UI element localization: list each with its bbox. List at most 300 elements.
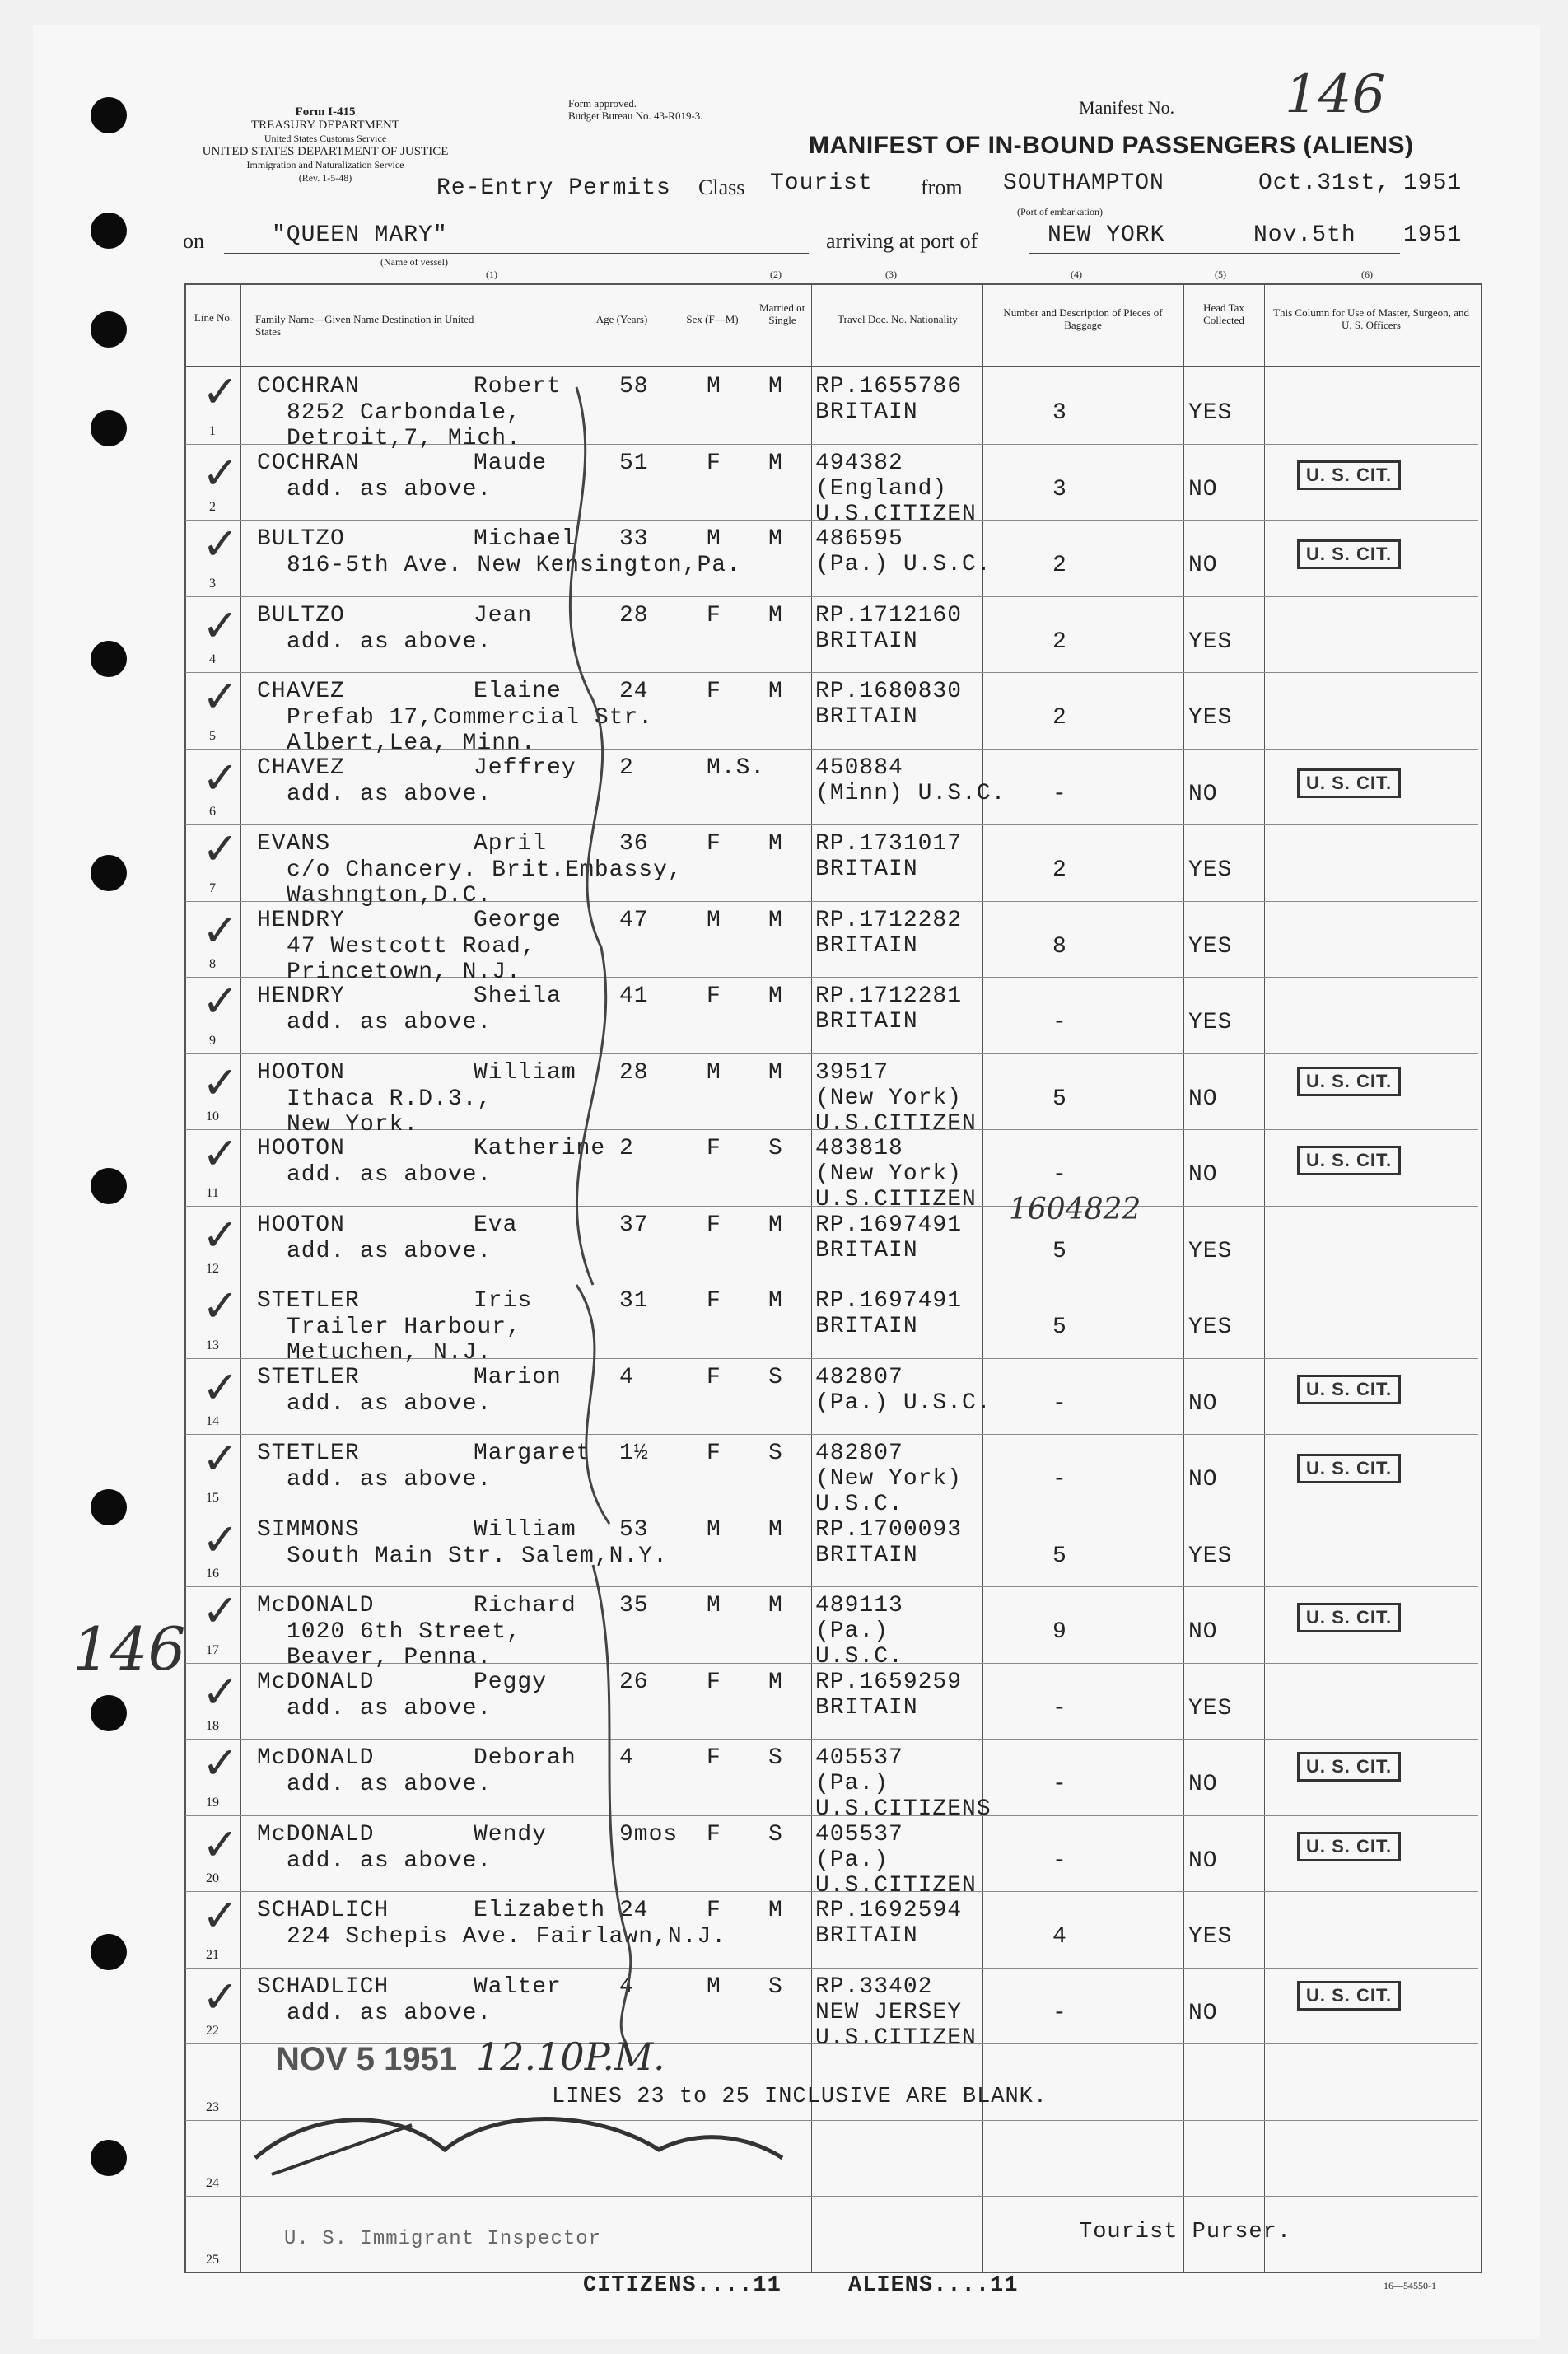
passenger-travel-doc: 489113	[815, 1593, 903, 1618]
us-citizen-stamp: U. S. CIT.	[1297, 1146, 1401, 1175]
passenger-sex: F	[707, 1441, 721, 1466]
line-number: 22	[206, 2024, 219, 2038]
check-mark-icon: ✓	[202, 975, 240, 1027]
passenger-age: 1½	[619, 1441, 649, 1466]
col-header-name: Family Name—Given Name Destination in United States	[255, 313, 474, 338]
line-number: 15	[206, 1490, 219, 1505]
customs-service: United States Customs Service	[264, 133, 387, 144]
passenger-age: 33	[619, 526, 649, 552]
budget-bureau: Budget Bureau No. 43-R019-3.	[568, 110, 703, 122]
passenger-given-name: Sheila	[474, 983, 562, 1009]
passenger-baggage: 2	[1052, 553, 1067, 578]
line-number: 13	[206, 1338, 219, 1352]
passenger-sex: F	[707, 1745, 721, 1771]
passenger-head-tax: NO	[1188, 1162, 1218, 1188]
passenger-address-line: add. as above.	[287, 1162, 492, 1188]
aliens-count: ALIENS....11	[848, 2273, 1019, 2298]
col-header-line: Line No.	[194, 311, 233, 324]
check-mark-icon: ✓	[202, 1818, 240, 1871]
passenger-travel-doc: 483818	[815, 1136, 903, 1161]
passenger-given-name: Richard	[474, 1593, 576, 1618]
passenger-baggage: 3	[1052, 400, 1067, 426]
passenger-travel-doc: U.S.CITIZEN	[815, 501, 977, 527]
passenger-travel-doc: RP.1680830	[815, 679, 963, 704]
passenger-baggage: 2	[1052, 628, 1067, 655]
check-mark-icon: ✓	[202, 599, 240, 652]
check-mark-icon: ✓	[202, 1513, 240, 1566]
passenger-sex: M	[707, 907, 721, 933]
check-mark-icon: ✓	[202, 366, 240, 418]
passenger-family-name: CHAVEZ	[257, 754, 345, 781]
passenger-family-name: STETLER	[257, 1288, 360, 1314]
passenger-age: 31	[619, 1288, 649, 1314]
from-sub: (Port of embarkation)	[1017, 206, 1103, 217]
passenger-travel-doc: U.S.CITIZEN	[815, 1872, 977, 1899]
passenger-address-line: Albert,Lea, Minn.	[287, 731, 536, 756]
passenger-head-tax: NO	[1188, 476, 1218, 502]
passenger-age: 36	[619, 831, 649, 857]
passenger-sex: M	[707, 526, 721, 552]
passenger-family-name: SCHADLICH	[257, 1973, 390, 2000]
passenger-marital-status: S	[768, 1745, 783, 1771]
passenger-sex: F	[707, 679, 721, 704]
passenger-travel-doc: (Pa.) U.S.C.	[815, 552, 992, 577]
margin-number: 146	[72, 1614, 186, 1684]
arrival-date: Nov.5th	[1253, 222, 1356, 248]
check-mark-icon: ✓	[202, 1280, 240, 1332]
us-citizen-stamp: U. S. CIT.	[1297, 1454, 1401, 1483]
col-header-travel: Travel Doc. No. Nationality	[838, 313, 958, 325]
passenger-travel-doc: (England)	[815, 475, 948, 502]
arriving-label: arriving at port of	[826, 229, 978, 253]
passenger-marital-status: M	[768, 450, 783, 476]
line-number: 5	[209, 728, 216, 743]
line-number: 9	[209, 1033, 216, 1048]
passenger-head-tax: YES	[1188, 933, 1233, 960]
passenger-family-name: STETLER	[257, 1364, 360, 1390]
line-number: 1	[209, 423, 216, 438]
line-number: 12	[206, 1262, 219, 1276]
passenger-address-line: South Main Str. Salem,N.Y.	[287, 1543, 668, 1569]
passenger-baggage: -	[1052, 1467, 1067, 1492]
colnum-1: (1)	[486, 269, 497, 280]
passenger-sex: M	[707, 374, 721, 399]
justice-dept: UNITED STATES DEPARTMENT OF JUSTICE	[202, 145, 449, 158]
passenger-head-tax: YES	[1188, 705, 1233, 731]
passenger-travel-doc: (Pa.)	[815, 1771, 889, 1796]
class-value: Tourist	[770, 170, 873, 196]
passenger-family-name: BULTZO	[257, 526, 345, 552]
passenger-travel-doc: (Minn) U.S.C.	[815, 780, 1006, 806]
check-mark-icon: ✓	[202, 751, 240, 804]
footer-code: 16—54550-1	[1384, 2280, 1436, 2291]
passenger-address-line: add. as above.	[287, 2000, 492, 2026]
passenger-travel-doc: 39517	[815, 1059, 889, 1086]
purser-label: Tourist Purser.	[1079, 2220, 1292, 2244]
passenger-travel-doc: U.S.CITIZEN	[815, 2025, 977, 2051]
passenger-travel-doc: BRITAIN	[815, 932, 918, 959]
col-header-married: Married or Single	[759, 301, 805, 326]
arrival-year: 1951	[1403, 222, 1463, 248]
passenger-address-line: add. as above.	[287, 1467, 492, 1492]
check-mark-icon: ✓	[202, 1361, 240, 1413]
passenger-given-name: Jeffrey	[474, 754, 576, 781]
passenger-age: 4	[619, 1364, 634, 1390]
passenger-travel-doc: BRITAIN	[815, 1542, 918, 1568]
passenger-given-name: April	[474, 831, 548, 857]
passenger-address-line: 1020 6th Street,	[287, 1619, 521, 1645]
passenger-head-tax: YES	[1188, 628, 1233, 655]
passenger-travel-doc: BRITAIN	[815, 1694, 918, 1721]
us-citizen-stamp: U. S. CIT.	[1297, 539, 1401, 569]
passenger-baggage: -	[1052, 1390, 1067, 1417]
line-number: 23	[206, 2099, 219, 2114]
colnum-2: (2)	[770, 269, 782, 280]
passenger-given-name: George	[474, 907, 562, 933]
passenger-given-name: Deborah	[474, 1745, 576, 1771]
passenger-address-line: add. as above.	[287, 781, 492, 807]
passenger-marital-status: M	[768, 1288, 783, 1314]
arrival-port: NEW YORK	[1048, 222, 1165, 248]
form-number: Form I-415	[295, 105, 356, 119]
check-mark-icon: ✓	[202, 904, 240, 956]
passenger-head-tax: YES	[1188, 1010, 1233, 1035]
passenger-travel-doc: BRITAIN	[815, 704, 918, 730]
passenger-address-line: add. as above.	[287, 1010, 492, 1035]
passenger-given-name: Elaine	[474, 679, 562, 704]
passenger-marital-status: M	[768, 1059, 783, 1086]
passenger-marital-status: M	[768, 602, 783, 628]
passenger-sex: F	[707, 1821, 721, 1847]
passenger-sex: F	[707, 1136, 721, 1161]
passenger-given-name: Katherine	[474, 1136, 606, 1161]
passenger-marital-status: M	[768, 907, 783, 933]
check-mark-icon: ✓	[202, 670, 240, 722]
passenger-age: 58	[619, 374, 649, 399]
line-number: 25	[206, 2252, 219, 2267]
ins-service: Immigration and Naturalization Service	[246, 159, 404, 170]
passenger-given-name: Marion	[474, 1364, 562, 1390]
passenger-travel-doc: BRITAIN	[815, 628, 918, 654]
passenger-baggage: 5	[1052, 1238, 1067, 1264]
passenger-travel-doc: U.S.C.	[815, 1644, 903, 1670]
check-mark-icon: ✓	[202, 1665, 240, 1718]
passenger-given-name: William	[474, 1059, 576, 1086]
passenger-family-name: SIMMONS	[257, 1516, 360, 1543]
passenger-travel-doc: (New York)	[815, 1466, 963, 1492]
passenger-family-name: HENDRY	[257, 983, 345, 1009]
manifest-no-value: 146	[1285, 64, 1386, 125]
check-mark-icon: ✓	[202, 1970, 240, 2023]
passenger-baggage: -	[1052, 1772, 1067, 1797]
passenger-sex: F	[707, 1364, 721, 1390]
passenger-given-name: Walter	[474, 1973, 562, 2000]
passenger-head-tax: NO	[1188, 781, 1218, 807]
passenger-address-line: New York.	[287, 1111, 419, 1137]
passenger-age: 24	[619, 1898, 649, 1923]
passenger-travel-doc: 482807	[815, 1441, 903, 1466]
passenger-travel-doc: 405537	[815, 1821, 903, 1847]
passenger-baggage: -	[1052, 781, 1067, 807]
passenger-baggage: 9	[1052, 1619, 1067, 1645]
manifest-no-label: Manifest No.	[1079, 97, 1175, 118]
passenger-marital-status: M	[768, 1669, 783, 1695]
passenger-head-tax: NO	[1188, 1619, 1218, 1645]
check-mark-icon: ✓	[202, 1585, 240, 1637]
passenger-travel-doc: RP.1712160	[815, 602, 963, 628]
us-citizen-stamp: U. S. CIT.	[1297, 1375, 1401, 1404]
passenger-age: 47	[619, 907, 649, 933]
passenger-address-line: Beaver, Penna.	[287, 1645, 492, 1670]
check-mark-icon: ✓	[202, 1737, 240, 1789]
line-number: 14	[206, 1414, 219, 1428]
line-number: 11	[206, 1185, 219, 1200]
passenger-marital-status: M	[768, 831, 783, 857]
passenger-given-name: Michael	[474, 526, 576, 552]
passenger-travel-doc: RP.1655786	[815, 374, 963, 399]
passenger-address-line: Washngton,D.C.	[287, 883, 492, 908]
line-number: 18	[206, 1719, 219, 1733]
us-citizen-stamp: U. S. CIT.	[1297, 1832, 1401, 1861]
passenger-age: 35	[619, 1593, 649, 1618]
passenger-age: 28	[619, 1059, 649, 1086]
col-header-baggage: Number and Description of Pieces of Baggage	[1003, 306, 1163, 331]
passenger-marital-status: M	[768, 374, 783, 399]
passenger-address-line: Metuchen, N.J.	[287, 1340, 492, 1366]
passenger-travel-doc: RP.1659259	[815, 1669, 963, 1695]
col-header-officers: This Column for Use of Master, Surgeon, and U. S. Officers	[1273, 306, 1469, 331]
passenger-address-line: add. as above.	[287, 1847, 492, 1874]
passenger-travel-doc: RP.1712282	[815, 907, 963, 933]
passenger-given-name: Iris	[474, 1288, 533, 1314]
passenger-address-line: add. as above.	[287, 1772, 492, 1797]
passenger-age: 2	[619, 754, 634, 781]
colnum-4: (4)	[1071, 269, 1082, 280]
passenger-marital-status: S	[768, 1136, 783, 1161]
passenger-travel-doc: 405537	[815, 1745, 903, 1771]
line-number: 16	[206, 1567, 219, 1581]
passenger-head-tax: YES	[1188, 1924, 1233, 1950]
check-mark-icon: ✓	[202, 1432, 240, 1484]
passenger-address-line: Detroit,7, Mich.	[287, 426, 521, 451]
passenger-given-name: Margaret	[474, 1441, 591, 1466]
passenger-travel-doc: (New York)	[815, 1085, 963, 1111]
passenger-travel-doc: BRITAIN	[815, 1237, 918, 1263]
passenger-travel-doc: U.S.C.	[815, 1492, 903, 1517]
passenger-family-name: HOOTON	[257, 1136, 345, 1161]
line-number: 24	[206, 2176, 219, 2190]
passenger-travel-doc: BRITAIN	[815, 1009, 918, 1035]
colnum-3: (3)	[885, 269, 897, 280]
passenger-address-line: Trailer Harbour,	[287, 1315, 521, 1340]
passenger-age: 4	[619, 1973, 634, 2000]
passenger-sex: F	[707, 1898, 721, 1923]
passenger-marital-status: M	[768, 526, 783, 552]
passenger-marital-status: S	[768, 1973, 783, 2000]
passenger-baggage: -	[1052, 1695, 1067, 1721]
date-stamp: NOV 5 1951	[276, 2041, 458, 2077]
passenger-travel-doc: (Pa.) U.S.C.	[815, 1390, 992, 1416]
blank-lines-note: LINES 23 to 25 INCLUSIVE ARE BLANK.	[552, 2085, 1048, 2109]
passenger-travel-doc: (New York)	[815, 1161, 963, 1187]
passenger-family-name: STETLER	[257, 1441, 360, 1466]
depart-date: Oct.31st,	[1258, 170, 1391, 196]
passenger-address-line: 816-5th Ave. New Kensington,Pa.	[287, 553, 741, 578]
passenger-head-tax: YES	[1188, 1315, 1233, 1340]
passenger-family-name: McDONALD	[257, 1669, 375, 1695]
line-number: 20	[206, 1871, 219, 1885]
passenger-address-line: Ithaca R.D.3.,	[287, 1086, 492, 1112]
passenger-sex: F	[707, 602, 721, 628]
passenger-baggage: 5	[1052, 1543, 1067, 1569]
passenger-family-name: EVANS	[257, 831, 331, 857]
passenger-travel-doc: (Pa.)	[815, 1847, 889, 1873]
citizens-count: CITIZENS....11	[583, 2273, 782, 2298]
passenger-travel-doc: NEW JERSEY	[815, 1999, 963, 2025]
line-number: 10	[206, 1109, 219, 1123]
passenger-sex: M	[707, 1593, 721, 1618]
passenger-age: 37	[619, 1212, 649, 1238]
passenger-head-tax: YES	[1188, 1695, 1233, 1721]
passenger-sex: M	[707, 1059, 721, 1086]
permits-label: Re-Entry Permits	[436, 175, 671, 201]
passenger-age: 28	[619, 602, 649, 628]
passenger-given-name: Robert	[474, 374, 562, 399]
line-number: 7	[209, 880, 216, 895]
passenger-given-name: William	[474, 1516, 576, 1543]
passenger-baggage: -	[1052, 1010, 1067, 1035]
passenger-sex: F	[707, 831, 721, 857]
passenger-marital-status: M	[768, 1898, 783, 1923]
passenger-baggage: 2	[1052, 705, 1067, 731]
passenger-address-line: 47 Westcott Road,	[287, 933, 536, 960]
us-citizen-stamp: U. S. CIT.	[1297, 460, 1401, 490]
passenger-head-tax: NO	[1188, 1847, 1218, 1874]
time-note: 12.10P.M.	[476, 2034, 665, 2079]
passenger-address-line: 8252 Carbondale,	[287, 400, 521, 426]
check-mark-icon: ✓	[202, 518, 240, 570]
passenger-address-line: add. as above.	[287, 1390, 492, 1417]
line-number: 6	[209, 805, 216, 819]
passenger-travel-doc: BRITAIN	[815, 1923, 918, 1949]
line-number: 17	[206, 1642, 219, 1657]
passenger-address-line: add. as above.	[287, 1695, 492, 1721]
passenger-family-name: McDONALD	[257, 1745, 375, 1771]
line-number: 19	[206, 1795, 219, 1810]
passenger-age: 24	[619, 679, 649, 704]
passenger-baggage: -	[1052, 1847, 1067, 1874]
from-value: SOUTHAMPTON	[1003, 170, 1164, 196]
form-revision: (Rev. 1-5-48)	[298, 172, 352, 184]
check-mark-icon: ✓	[202, 1056, 240, 1109]
passenger-head-tax: NO	[1188, 1390, 1218, 1417]
passenger-head-tax: YES	[1188, 857, 1233, 883]
line-number: 2	[209, 500, 216, 514]
passenger-head-tax: NO	[1188, 2000, 1218, 2026]
passenger-travel-doc: U.S.CITIZENS	[815, 1796, 992, 1822]
passenger-baggage: 4	[1052, 1924, 1067, 1950]
passenger-travel-doc: U.S.CITIZEN	[815, 1110, 977, 1137]
passenger-address-line: Prefab 17,Commercial Str.	[287, 705, 654, 731]
col-header-sex: Sex (F—M)	[686, 313, 739, 325]
passenger-marital-status: S	[768, 1441, 783, 1466]
passenger-family-name: McDONALD	[257, 1821, 375, 1847]
passenger-travel-doc: 494382	[815, 450, 903, 476]
passenger-age: 9mos	[619, 1821, 679, 1847]
passenger-baggage: 3	[1052, 476, 1067, 502]
passenger-baggage: -	[1052, 1162, 1067, 1188]
check-mark-icon: ✓	[202, 446, 240, 499]
us-citizen-stamp: U. S. CIT.	[1297, 1752, 1401, 1782]
passenger-address-line: add. as above.	[287, 1238, 492, 1264]
passenger-travel-doc: RP.33402	[815, 1973, 933, 2000]
passenger-sex: M	[707, 1516, 721, 1543]
passenger-age: 51	[619, 450, 649, 476]
passenger-address-line: Princetown, N.J.	[287, 959, 521, 985]
line-number: 3	[209, 576, 216, 591]
passenger-family-name: SCHADLICH	[257, 1898, 390, 1923]
passenger-family-name: CHAVEZ	[257, 679, 345, 704]
line-number: 21	[206, 1947, 219, 1962]
passenger-travel-doc: RP.1712281	[815, 983, 963, 1009]
passenger-given-name: Jean	[474, 602, 533, 628]
passenger-head-tax: YES	[1188, 1543, 1233, 1569]
passenger-sex: M	[707, 1973, 721, 2000]
check-mark-icon: ✓	[202, 1208, 240, 1261]
class-label: Class	[698, 175, 745, 199]
treasury-dept: TREASURY DEPARTMENT	[250, 119, 400, 132]
passenger-family-name: McDONALD	[257, 1593, 375, 1618]
passenger-marital-status: S	[768, 1364, 783, 1390]
eva-correction: 1604822	[1009, 1193, 1141, 1226]
passenger-baggage: 2	[1052, 857, 1067, 883]
passenger-baggage: 5	[1052, 1086, 1067, 1112]
us-citizen-stamp: U. S. CIT.	[1297, 1603, 1401, 1632]
vessel-sub: (Name of vessel)	[380, 256, 448, 268]
passenger-family-name: HOOTON	[257, 1212, 345, 1238]
passenger-sex: F	[707, 1669, 721, 1695]
passenger-family-name: COCHRAN	[257, 450, 360, 476]
line-number: 4	[209, 652, 216, 666]
passenger-baggage: 5	[1052, 1315, 1067, 1340]
passenger-travel-doc: BRITAIN	[815, 857, 918, 882]
passenger-given-name: Peggy	[474, 1669, 548, 1695]
passenger-marital-status: M	[768, 1593, 783, 1618]
passenger-head-tax: NO	[1188, 1772, 1218, 1797]
passenger-marital-status: M	[768, 679, 783, 704]
passenger-age: 26	[619, 1669, 649, 1695]
passenger-travel-doc: RP.1692594	[815, 1898, 963, 1923]
passenger-family-name: HOOTON	[257, 1059, 345, 1086]
colnum-6: (6)	[1361, 269, 1373, 280]
passenger-sex: M.S.	[707, 754, 766, 781]
passenger-given-name: Elizabeth	[474, 1898, 606, 1923]
passenger-given-name: Wendy	[474, 1821, 548, 1847]
passenger-marital-status: M	[768, 1516, 783, 1543]
passenger-marital-status: S	[768, 1821, 783, 1847]
passenger-travel-doc: BRITAIN	[815, 399, 918, 425]
check-mark-icon: ✓	[202, 823, 240, 875]
passenger-marital-status: M	[768, 983, 783, 1009]
depart-year: 1951	[1403, 170, 1463, 196]
from-label: from	[921, 175, 963, 199]
on-label: on	[183, 229, 204, 253]
passenger-age: 53	[619, 1516, 649, 1543]
passenger-travel-doc: RP.1700093	[815, 1516, 963, 1543]
passenger-sex: F	[707, 1212, 721, 1238]
passenger-sex: F	[707, 983, 721, 1009]
passenger-head-tax: NO	[1188, 553, 1218, 578]
